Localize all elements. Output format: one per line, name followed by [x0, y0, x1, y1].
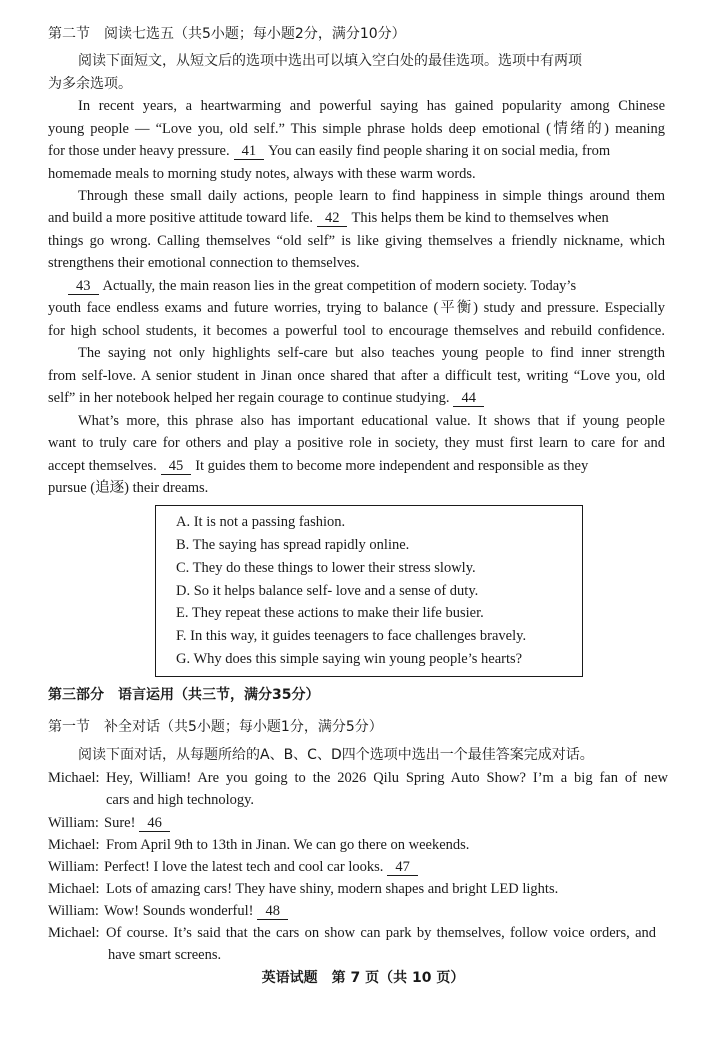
- section-heading: 第一节 补全对话（共5小题；每小题1分，满分5分）: [48, 719, 383, 735]
- dialogue-line: Hey, William! Are you going to the 2026 Qilu Spring Auto Show? I’m a big fan of new: [106, 770, 668, 786]
- speaker-label: Michael:: [48, 925, 100, 941]
- blank-47[interactable]: 47: [387, 859, 418, 876]
- speaker-label: Michael:: [48, 881, 100, 897]
- dialogue-line: [104, 813, 174, 833]
- passage-text: self” in her notebook helped her regain courage to continue studying.: [48, 390, 450, 406]
- passage-text: This helps them be kind to themselves when: [351, 210, 609, 226]
- speaker-label: Michael:: [48, 837, 100, 853]
- passage-text: and build a more positive attitude toward life.: [48, 210, 313, 226]
- passage-line: Through these small daily actions, people learn to find happiness in simple things around them: [78, 188, 665, 204]
- dialogue-text: Wow! Sounds wonderful!: [104, 903, 254, 919]
- passage-line: want to truly care for others and play a positive role in society, they must first learn to care for and: [48, 435, 665, 451]
- dialogue-line: [104, 857, 422, 877]
- blank-46[interactable]: 46: [139, 815, 170, 832]
- dialogue-line: cars and high technology.: [106, 792, 255, 808]
- speaker-label: William:: [48, 859, 99, 875]
- passage-line: [64, 276, 576, 296]
- passage-text: Actually, the main reason lies in the great competition of modern society. Today’s: [102, 278, 577, 294]
- instruction-line: 阅读下面短文，从短文后的选项中选出可以填入空白处的最佳选项。选项中有两项: [78, 53, 582, 69]
- speaker-label: William:: [48, 815, 99, 831]
- page-footer: 英语试题 第 7 页（共 10 页）: [261, 970, 465, 986]
- dialogue-line: have smart screens.: [108, 947, 222, 963]
- dialogue-text: Sure!: [104, 815, 136, 831]
- option-d[interactable]: D. So it helps balance self- love and a sense of duty.: [176, 583, 479, 599]
- part-heading: 第三部分 语言运用（共三节，满分35分）: [48, 687, 320, 703]
- passage-line: In recent years, a heartwarming and powerful saying has gained popularity among Chinese: [78, 98, 665, 114]
- dialogue-line: Lots of amazing cars! They have shiny, modern shapes and bright LED lights.: [106, 881, 559, 897]
- speaker-label: Michael:: [48, 770, 100, 786]
- passage-line: things go wrong. Calling themselves “old self” is like giving themselves a friendly nickname, which: [48, 233, 665, 249]
- blank-42[interactable]: 42: [317, 210, 348, 227]
- passage-line: [48, 456, 588, 476]
- dialogue-text: Perfect! I love the latest tech and cool car looks.: [104, 859, 384, 875]
- dialogue-line: Of course. It’s said that the cars on show can park by themselves, follow voice orders, and: [106, 925, 656, 941]
- section-heading: 第二节 阅读七选五（共5小题；每小题2分，满分10分）: [48, 26, 406, 42]
- dialogue-line: From April 9th to 13th in Jinan. We can go there on weekends.: [106, 837, 470, 853]
- passage-line: The saying not only highlights self-care but also teaches young people to find inner strength: [78, 345, 665, 361]
- option-a[interactable]: A. It is not a passing fashion.: [176, 514, 346, 530]
- option-g[interactable]: G. Why does this simple saying win young people’s hearts?: [176, 651, 523, 667]
- blank-48[interactable]: 48: [257, 903, 288, 920]
- blank-45[interactable]: 45: [161, 458, 192, 475]
- passage-text: You can easily find people sharing it on social media, from: [268, 143, 611, 159]
- speaker-label: William:: [48, 903, 99, 919]
- dialogue-line: [104, 901, 292, 921]
- instruction-line: 为多余选项。: [48, 76, 132, 92]
- option-b[interactable]: B. The saying has spread rapidly online.: [176, 537, 410, 553]
- passage-line: What’s more, this phrase also has important educational value. It shows that if young people: [78, 413, 665, 429]
- passage-line: [48, 388, 488, 408]
- blank-41[interactable]: 41: [234, 143, 265, 160]
- passage-line: youth face endless exams and future worries, trying to balance (平衡) study and pressure. Especially: [48, 300, 665, 316]
- passage-line: [48, 141, 610, 161]
- blank-43[interactable]: 43: [68, 278, 99, 295]
- passage-line: from self-love. A senior student in Jinan once shared that after a difficult test, writing “Love you, old: [48, 368, 665, 384]
- blank-44[interactable]: 44: [453, 390, 484, 407]
- passage-text: It guides them to become more independent and responsible as they: [195, 458, 589, 474]
- passage-line: pursue (追逐) their dreams.: [48, 480, 209, 496]
- passage-line: strengthens their emotional connection to themselves.: [48, 255, 360, 271]
- passage-line: for high school students, it becomes a powerful tool to encourage themselves and rebuild confidence.: [48, 323, 665, 339]
- instruction-line: 阅读下面对话，从每题所给的A、B、C、D四个选项中选出一个最佳答案完成对话。: [78, 747, 594, 763]
- passage-text: accept themselves.: [48, 458, 157, 474]
- passage-line: homemade meals to morning study notes, always with these warm words.: [48, 166, 476, 182]
- passage-line: [48, 208, 609, 228]
- option-c[interactable]: C. They do these things to lower their stress slowly.: [176, 560, 476, 576]
- option-e[interactable]: E. They repeat these actions to make their life busier.: [176, 605, 484, 621]
- option-f[interactable]: F. In this way, it guides teenagers to face challenges bravely.: [176, 628, 527, 644]
- passage-text: for those under heavy pressure.: [48, 143, 230, 159]
- passage-line: young people — “Love you, old self.” This simple phrase holds deep emotional (情绪的) meaning: [48, 121, 665, 137]
